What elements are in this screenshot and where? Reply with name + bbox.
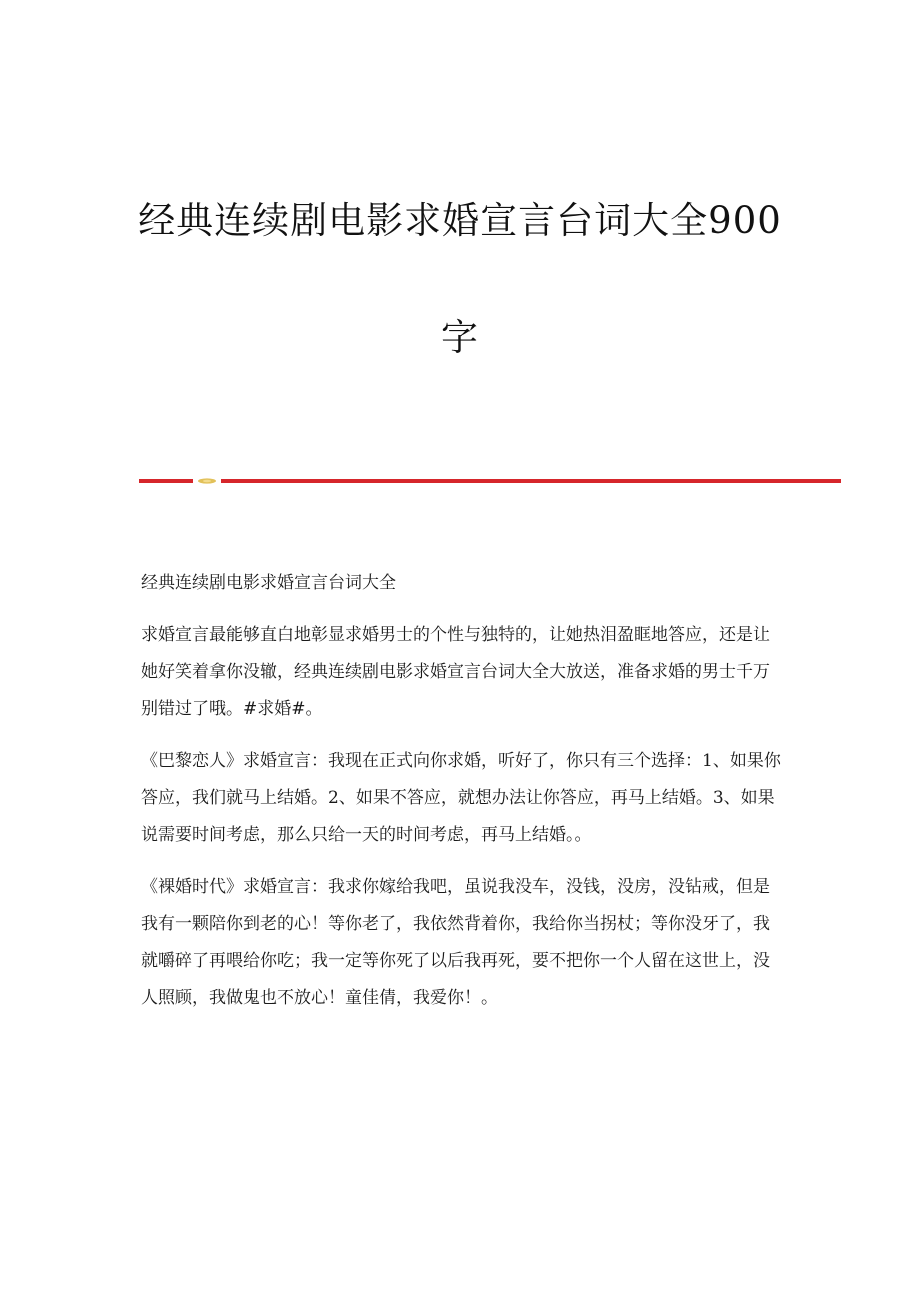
article-subtitle: 经典连续剧电影求婚宣言台词大全 xyxy=(141,573,396,593)
divider-ornament-icon xyxy=(197,477,217,485)
article-body xyxy=(141,565,781,1032)
divider-bar-right xyxy=(221,479,841,483)
document-title-line-2: 字 xyxy=(441,316,479,359)
title-divider xyxy=(139,477,841,483)
paragraph-paris-lovers: 《巴黎恋人》求婚宣言：我现在正式向你求婚，听好了，你只有三个选择：1、如果你答应，我们就马上结婚。2、如果不答应，就想办法让你答应，再马上结婚。3、如果说需要时间考虑，那么只给一天的时间考虑，再马上结婚。。 xyxy=(141,751,781,845)
paragraph-intro: 求婚宣言最能够直白地彰显求婚男士的个性与独特的，让她热泪盈眶地答应，还是让她好笑着拿你没辙，经典连续剧电影求婚宣言台词大全大放送，准备求婚的男士千万别错过了哦。#求婚#。 xyxy=(141,625,770,719)
paragraph-naked-wedding: 《裸婚时代》求婚宣言：我求你嫁给我吧，虽说我没车，没钱，没房，没钻戒，但是我有一颗陪你到老的心！等你老了，我依然背着你，我给你当拐杖；等你没牙了，我就嚼碎了再喂给你吃；我一定等你死了以后我再死，要不把你一个人留在这世上，没人照顾，我做鬼也不放心！童佳倩，我爱你！。 xyxy=(141,877,770,1008)
document-title-line-1: 经典连续剧电影求婚宣言台词大全900 xyxy=(138,199,782,242)
divider-bar-left xyxy=(139,479,193,483)
